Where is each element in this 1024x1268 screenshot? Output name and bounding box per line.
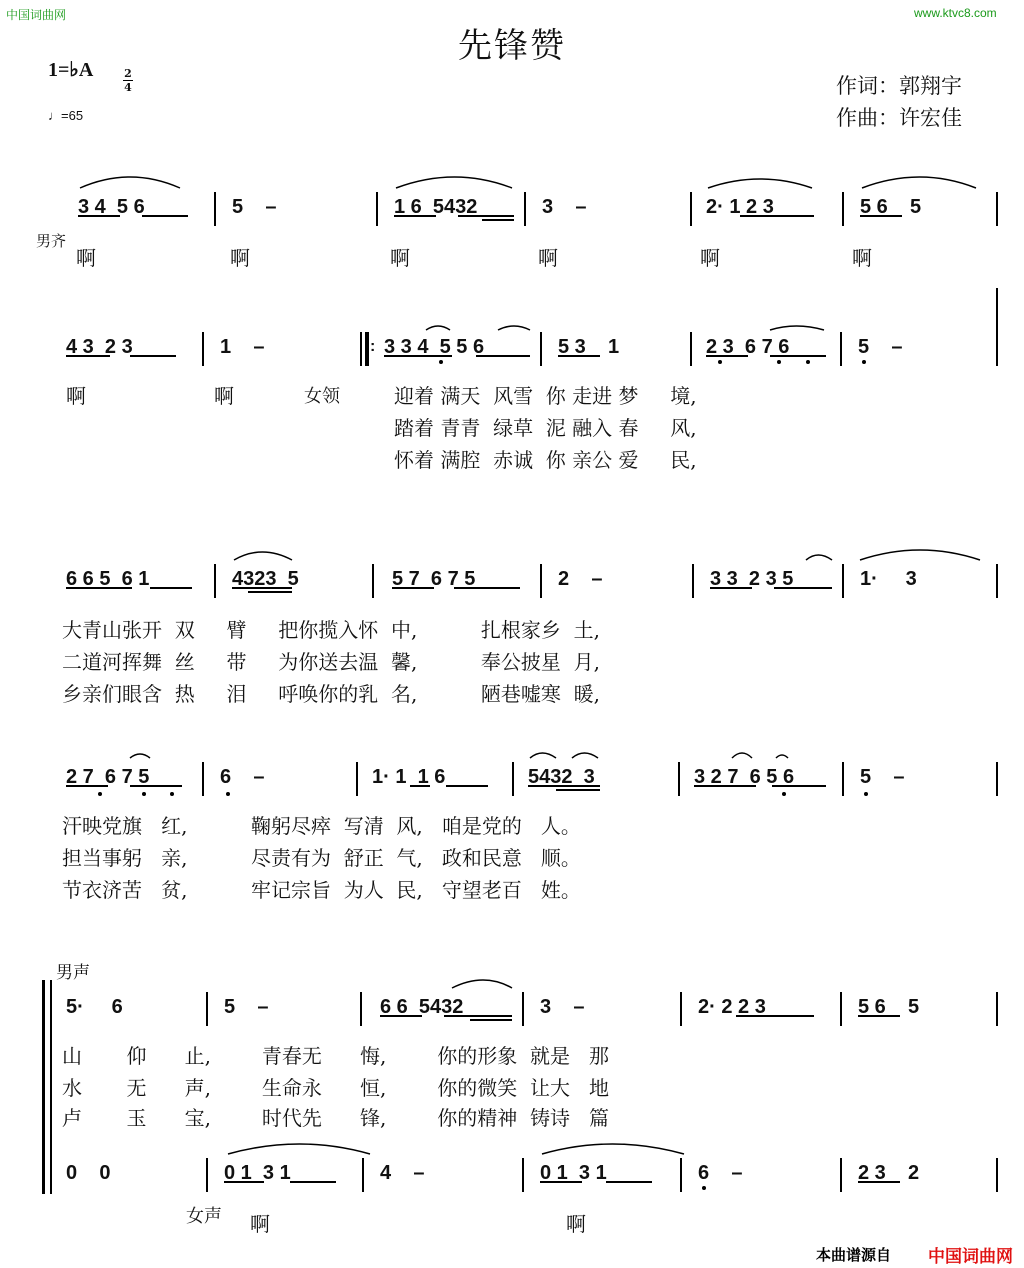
staff-system-4 <box>0 758 1024 808</box>
lyric-1-3: 啊 <box>390 246 410 270</box>
lyric-1-2: 啊 <box>230 246 250 270</box>
watermark-right: www.ktvc8.com <box>914 6 997 20</box>
measure-4-6: 5 – <box>860 766 905 788</box>
lyric-2-1: 啊 <box>66 384 86 408</box>
verse2-line-3: 担当事躬 亲, 尽责有为 舒正 气, 政和民意 顺。 <box>62 846 581 870</box>
measure-4-2: 6 – <box>220 766 265 788</box>
lyric-1-1: 啊 <box>76 246 96 270</box>
time-signature-top: 2 <box>124 67 132 80</box>
measure-2-2: 1 – <box>220 336 265 358</box>
label-male-voice: 男声 <box>56 963 90 983</box>
measure-4-3: 1· 1 1 6 <box>372 766 446 788</box>
measure-3-1: 6 6 5 6 1 <box>66 568 150 590</box>
label-female-voice: 女声 <box>186 1206 222 1227</box>
verse1-line-1: 迎着 满天 风雪 你 走进 梦 境, <box>394 384 697 408</box>
measure-6-1: 0 0 <box>66 1162 111 1184</box>
lyric-1-5: 啊 <box>700 246 720 270</box>
measure-1-5: 2· 1 2 3 <box>706 196 774 218</box>
measure-1-2: 5 – <box>232 196 277 218</box>
measure-5-5: 2· 2 2 3 <box>698 996 766 1018</box>
verse2-line-2: 二道河挥舞 丝 带 为你送去温 馨, 奉公披星 月, <box>62 650 601 674</box>
staff-system-5-lower <box>0 1154 1024 1204</box>
measure-3-6: 1· 3 <box>860 568 917 590</box>
staff-system-2: 4 3 2 3 1 – : 3 3 4 5 5 6 5 3 1 2 3 6 7 6 5 – <box>0 328 1024 378</box>
page-title: 先锋赞 <box>458 26 566 66</box>
measure-5-2: 5 – <box>224 996 269 1018</box>
verse2-line-1: 踏着 青青 绿草 泥 融入 春 风, <box>394 416 697 440</box>
label-female-lead: 女领 <box>304 386 340 407</box>
measure-1-3: 1 6 5432 <box>394 196 478 218</box>
key-signature: 1=♭A <box>48 59 94 81</box>
verse3-line-1: 怀着 满腔 赤诚 你 亲公 爱 民, <box>394 448 697 472</box>
measure-3-4: 2 – <box>558 568 603 590</box>
measure-5-4: 3 – <box>540 996 585 1018</box>
footer-site: 中国词曲网 <box>928 1247 1013 1266</box>
measure-2-1: 4 3 2 3 <box>66 336 133 358</box>
measure-3-5: 3 3 2 3 5 <box>710 568 794 590</box>
measure-2-4: 5 3 1 <box>558 336 620 358</box>
verse1-line-2: 大青山张开 双 臂 把你揽入怀 中, 扎根家乡 土, <box>62 618 601 642</box>
measure-1-1: 3 4 5 6 <box>78 196 145 218</box>
measure-6-4: 0 1 3 1 <box>540 1162 607 1184</box>
label-male-unison: 男齐 <box>36 232 67 250</box>
time-signature <box>123 68 133 93</box>
verse1-line-4: 山 仰 止, 青春无 悔, 你的形象 就是 那 <box>62 1044 610 1068</box>
tempo-marking: ♩=65 <box>48 108 84 123</box>
measure-1-4: 3 – <box>542 196 587 218</box>
measure-5-1: 5· 6 <box>66 996 123 1018</box>
lyric-1-4: 啊 <box>538 246 558 270</box>
measure-4-1: 2 7 6 7 5 <box>66 766 150 788</box>
lyric-1-6: 啊 <box>852 246 872 270</box>
measure-5-3: 6 6 5432 <box>380 996 464 1018</box>
verse3-line-3: 节衣济苦 贫, 牢记宗旨 为人 民, 守望老百 姓。 <box>62 878 581 902</box>
measure-6-3: 4 – <box>380 1162 425 1184</box>
measure-4-4: 5432 3 <box>528 766 595 788</box>
lyric-lower-2: 啊 <box>566 1212 586 1236</box>
measure-3-3: 5 7 6 7 5 <box>392 568 476 590</box>
lyric-2-2: 啊 <box>214 384 234 408</box>
lyricist-credit: 作词：郭翔宇 <box>836 74 962 98</box>
measure-6-6: 2 3 2 <box>858 1162 920 1184</box>
measure-6-5: 6 – <box>698 1162 743 1184</box>
staff-system-3 <box>0 560 1024 610</box>
measure-2-6: 5 – <box>858 336 903 358</box>
watermark-left: 中国词曲网 <box>6 8 67 22</box>
measure-5-6: 5 6 5 <box>858 996 920 1018</box>
measure-2-3: 3 3 4 5 5 6 <box>384 336 485 358</box>
time-signature-bottom: 4 <box>124 81 132 94</box>
measure-2-5: 2 3 6 7 6 <box>706 336 790 358</box>
staff-system-1 <box>0 188 1024 238</box>
composer-credit: 作曲：许宏佳 <box>836 106 962 130</box>
verse3-line-2: 乡亲们眼含 热 泪 呼唤你的乳 名, 陋巷嘘寒 暖, <box>62 682 601 706</box>
lyric-lower-1: 啊 <box>250 1212 270 1236</box>
measure-4-5: 3 2 7 6 5 6 <box>694 766 795 788</box>
footer-source: 本曲谱源自 <box>816 1247 892 1264</box>
measure-6-2: 0 1 3 1 <box>224 1162 291 1184</box>
verse2-line-4: 水 无 声, 生命永 恒, 你的微笑 让大 地 <box>62 1076 610 1100</box>
measure-1-6: 5 6 5 <box>860 196 922 218</box>
staff-system-5-upper <box>0 988 1024 1038</box>
verse3-line-4: 卢 玉 宝, 时代先 锋, 你的精神 铸诗 篇 <box>62 1106 610 1130</box>
measure-3-2: 4323 5 <box>232 568 299 590</box>
verse1-line-3: 汗映党旗 红, 鞠躬尽瘁 写清 风, 咱是党的 人。 <box>62 814 581 838</box>
